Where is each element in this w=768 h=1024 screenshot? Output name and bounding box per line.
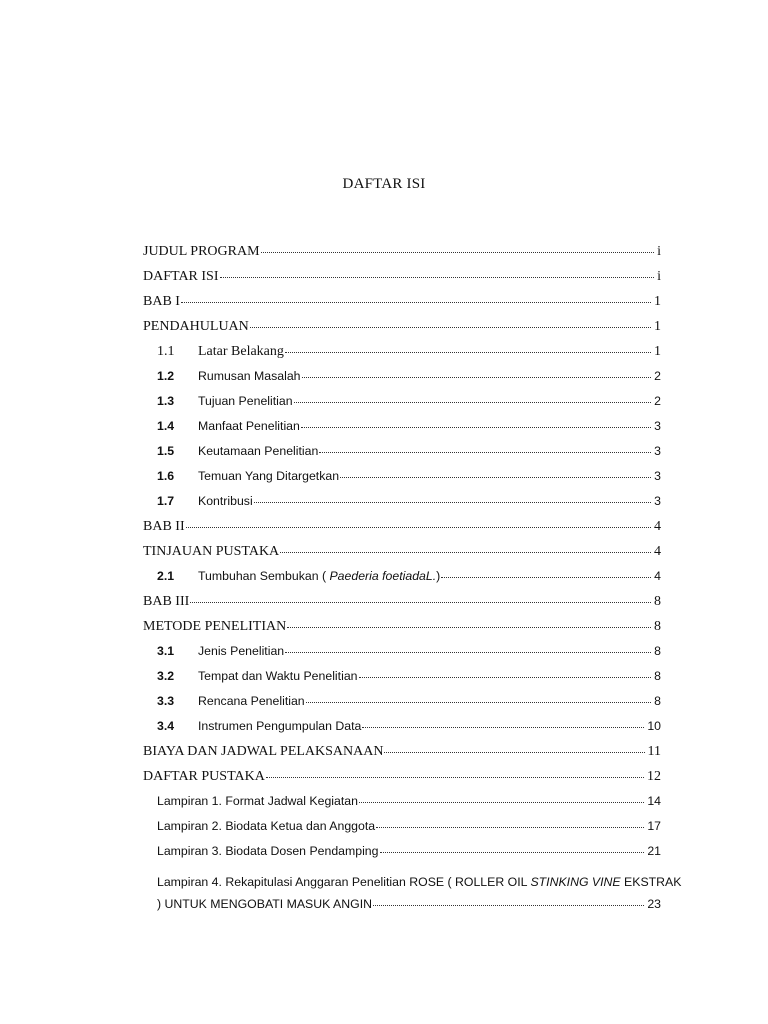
toc-entry-label: Lampiran 2. Biodata Ketua dan Anggota (157, 819, 376, 833)
toc-entry-1-3[interactable] (143, 394, 661, 419)
toc-entry-label: PENDAHULUAN (143, 319, 249, 334)
toc-entry-1-5[interactable] (143, 444, 661, 469)
dot-leader (302, 377, 652, 378)
toc-entry-3-2[interactable] (143, 669, 661, 694)
toc-entry-judul-program[interactable] (143, 244, 661, 269)
table-of-contents (143, 244, 682, 919)
toc-entry-number: 1.6 (157, 469, 175, 483)
toc-entry-label-part: Lampiran 4. Rekapitulasi Anggaran Penelitian ROSE ( ROLLER OIL (157, 875, 531, 889)
toc-entry-label-part: ) (436, 569, 441, 583)
toc-entry-page: 10 (647, 719, 661, 733)
toc-entry-label: Kontribusi (198, 494, 253, 508)
toc-entry-2-1[interactable] (143, 569, 661, 594)
toc-entry-lampiran-3[interactable] (143, 844, 661, 869)
toc-entry-page: 2 (654, 394, 661, 408)
toc-entry-page: 21 (647, 844, 661, 858)
toc-entry-label: Temuan Yang Ditargetkan (198, 469, 340, 483)
dot-leader (287, 627, 651, 628)
dot-leader (359, 802, 644, 803)
dot-leader (250, 327, 651, 328)
toc-entry-label: Instrumen Pengumpulan Data (198, 719, 362, 733)
toc-entry-number: 3.4 (157, 719, 175, 733)
toc-entry-number: 1.4 (157, 419, 175, 433)
toc-entry-page: 4 (654, 519, 661, 534)
toc-entry-page: 1 (654, 319, 661, 334)
dot-leader (373, 905, 644, 906)
toc-entry-number: 1.2 (157, 369, 175, 383)
toc-entry-page: 3 (654, 419, 661, 433)
toc-entry-page: 8 (654, 694, 661, 708)
toc-entry-number: 3.3 (157, 694, 175, 708)
toc-entry-label-line1 (157, 871, 682, 893)
toc-entry-daftar-pustaka[interactable] (143, 769, 661, 794)
toc-entry-page: 3 (654, 469, 661, 483)
toc-entry-page: 8 (654, 669, 661, 683)
toc-entry-page: 17 (647, 819, 661, 833)
toc-entry-label: BIAYA DAN JADWAL PELAKSANAAN (143, 744, 384, 759)
toc-entry-3-4[interactable] (143, 719, 661, 744)
toc-entry-label: Keutamaan Penelitian (198, 444, 319, 458)
toc-entry-label-part: Tumbuhan Sembukan ( (198, 569, 330, 583)
toc-entry-number: 3.2 (157, 669, 175, 683)
dot-leader (301, 427, 651, 428)
toc-entry-page: 23 (647, 897, 661, 911)
dot-leader (306, 702, 652, 703)
toc-entry-label: BAB III (143, 594, 190, 609)
toc-entry-lampiran-4[interactable] (143, 871, 682, 919)
toc-entry-lampiran-2[interactable] (143, 819, 661, 844)
dot-leader (359, 677, 652, 678)
dot-leader (190, 602, 651, 603)
toc-entry-label: METODE PENELITIAN (143, 619, 287, 634)
toc-entry-page: 4 (654, 544, 661, 559)
toc-entry-page: 11 (647, 744, 661, 759)
toc-entry-page: 1 (654, 294, 661, 309)
toc-entry-page: i (657, 269, 661, 284)
toc-entry-1-6[interactable] (143, 469, 661, 494)
toc-entry-label: Rumusan Masalah (198, 369, 301, 383)
toc-entry-label-part: ) UNTUK MENGOBATI MASUK ANGIN (157, 897, 372, 911)
dot-leader (266, 777, 644, 778)
toc-entry-number: 1.3 (157, 394, 175, 408)
dot-leader (294, 402, 652, 403)
dot-leader (384, 752, 644, 753)
page-title: DAFTAR ISI (342, 176, 426, 192)
toc-entry-label: Tujuan Penelitian (198, 394, 293, 408)
toc-entry-label: BAB II (143, 519, 185, 534)
toc-entry-page: 4 (654, 569, 661, 583)
toc-entry-metode-penelitian[interactable] (143, 619, 661, 644)
toc-entry-page: i (657, 244, 661, 259)
toc-entry-biaya-jadwal[interactable] (143, 744, 661, 769)
toc-entry-page: 3 (654, 494, 661, 508)
toc-entry-number: 3.1 (157, 644, 175, 658)
dot-leader (285, 352, 651, 353)
toc-entry-3-3[interactable] (143, 694, 661, 719)
toc-entry-label: DAFTAR ISI (143, 269, 219, 284)
toc-entry-page: 12 (647, 769, 661, 784)
toc-entry-label: Latar Belakang (198, 344, 284, 359)
toc-entry-1-7[interactable] (143, 494, 661, 519)
toc-entry-page: 8 (654, 619, 661, 634)
dot-leader (441, 577, 651, 578)
toc-entry-label: BAB I (143, 294, 180, 309)
toc-entry-1-2[interactable] (143, 369, 661, 394)
toc-entry-label-italic: Paederia foetiadaL. (329, 569, 437, 583)
toc-entry-label: Lampiran 3. Biodata Dosen Pendamping (157, 844, 379, 858)
toc-entry-number: 1.1 (157, 344, 175, 359)
dot-leader (254, 502, 651, 503)
toc-entry-pendahuluan[interactable] (143, 319, 661, 344)
toc-entry-label: Jenis Penelitian (198, 644, 285, 658)
toc-entry-label-line2 (157, 893, 661, 915)
toc-entry-lampiran-1[interactable] (143, 794, 661, 819)
toc-entry-1-1[interactable] (143, 344, 661, 369)
toc-entry-1-4[interactable] (143, 419, 661, 444)
dot-leader (181, 302, 651, 303)
dot-leader (376, 827, 644, 828)
toc-entry-label: DAFTAR PUSTAKA (143, 769, 265, 784)
toc-entry-tinjauan-pustaka[interactable] (143, 544, 661, 569)
toc-entry-page: 8 (654, 644, 661, 658)
toc-entry-number: 1.7 (157, 494, 175, 508)
toc-entry-label (198, 569, 440, 583)
toc-entry-label: Rencana Penelitian (198, 694, 305, 708)
dot-leader (261, 252, 655, 253)
toc-entry-label: Manfaat Penelitian (198, 419, 300, 433)
dot-leader (340, 477, 651, 478)
toc-entry-label: Lampiran 1. Format Jadwal Kegiatan (157, 794, 358, 808)
toc-entry-bab-2[interactable] (143, 519, 661, 544)
toc-entry-3-1[interactable] (143, 644, 661, 669)
toc-entry-page: 14 (647, 794, 661, 808)
toc-entry-label-italic: STINKING VINE (530, 875, 621, 889)
toc-entry-bab-3[interactable] (143, 594, 661, 619)
dot-leader (280, 552, 651, 553)
toc-entry-page: 2 (654, 369, 661, 383)
toc-entry-page: 1 (654, 344, 661, 359)
toc-entry-label: Tempat dan Waktu Penelitian (198, 669, 358, 683)
dot-leader (319, 452, 651, 453)
dot-leader (186, 527, 651, 528)
toc-entry-number: 1.5 (157, 444, 175, 458)
dot-leader (380, 852, 645, 853)
toc-entry-daftar-isi[interactable] (143, 269, 661, 294)
toc-entry-label: TINJAUAN PUSTAKA (143, 544, 280, 559)
dot-leader (362, 727, 644, 728)
toc-entry-label: JUDUL PROGRAM (143, 244, 260, 259)
toc-entry-label-part: EKSTRAK (620, 875, 682, 889)
toc-entry-bab-1[interactable] (143, 294, 661, 319)
dot-leader (285, 652, 651, 653)
toc-entry-page: 8 (654, 594, 661, 609)
dot-leader (220, 277, 655, 278)
toc-entry-page: 3 (654, 444, 661, 458)
toc-entry-number: 2.1 (157, 569, 175, 583)
